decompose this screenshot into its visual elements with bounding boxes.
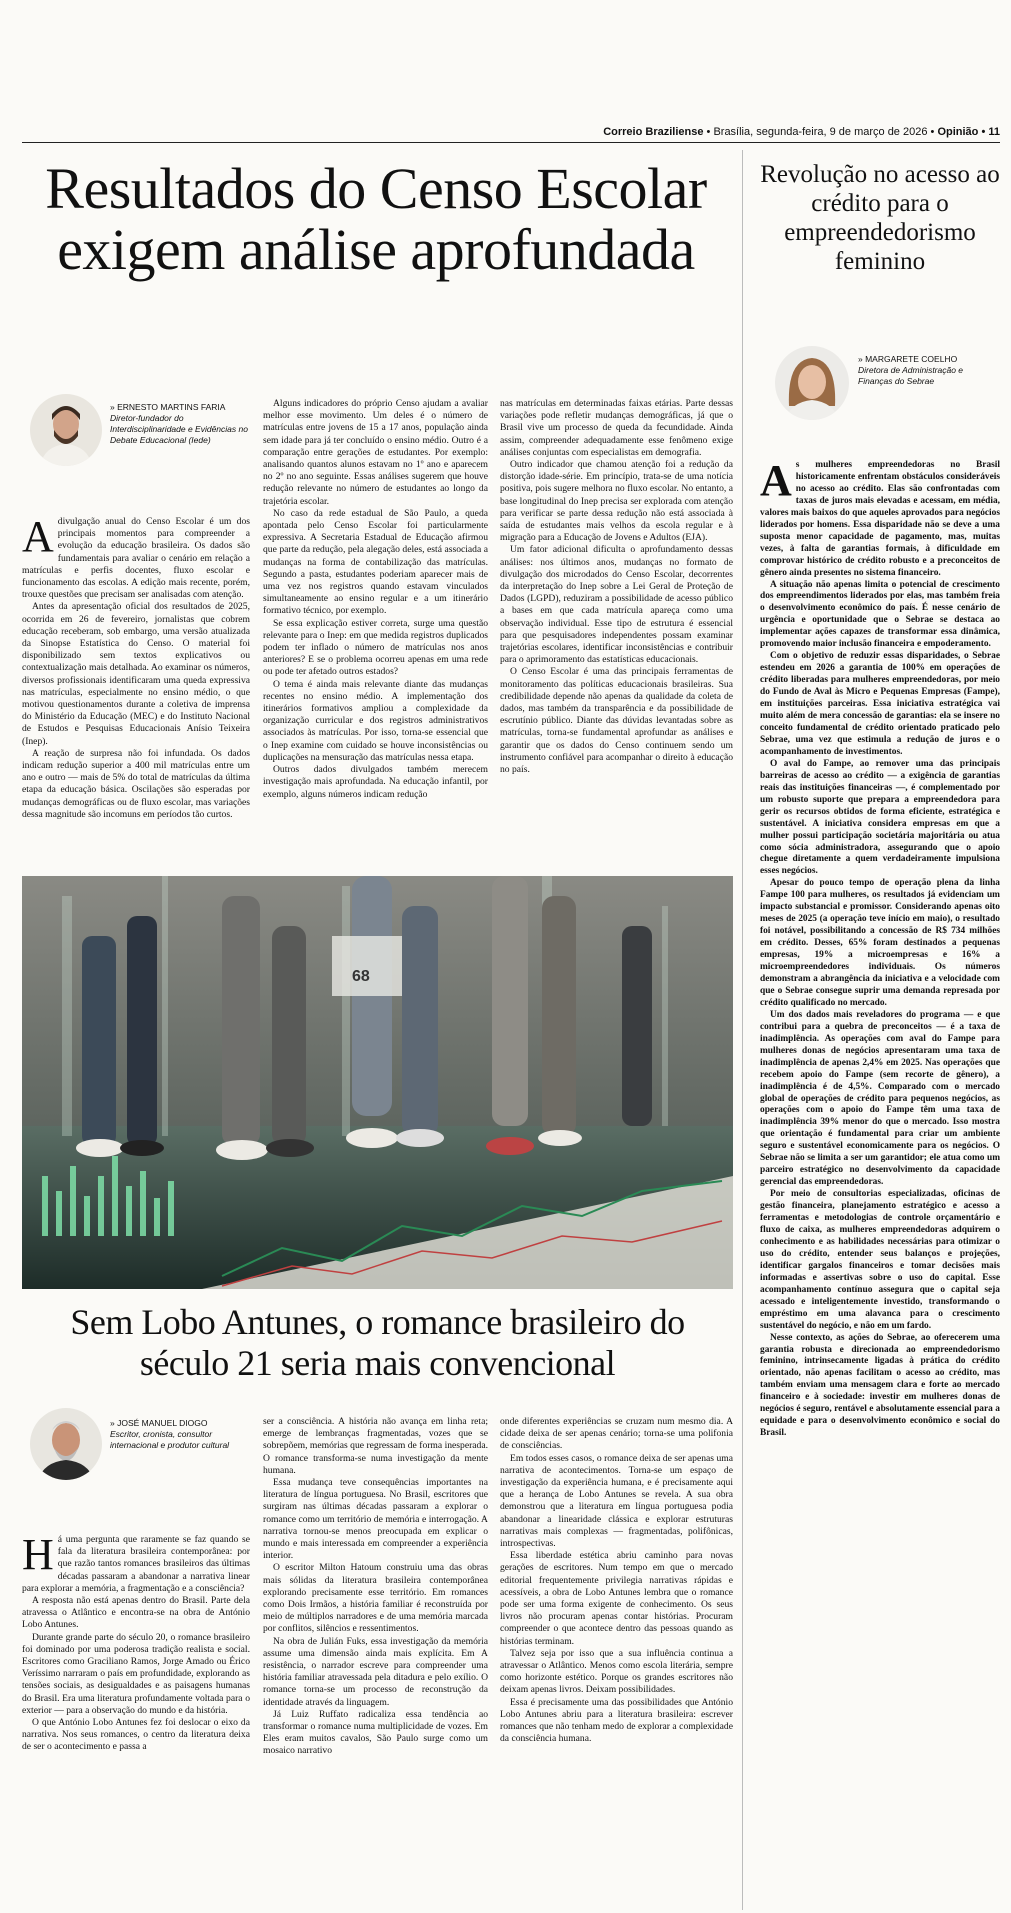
article1-column-1 xyxy=(22,512,250,821)
person-icon xyxy=(30,394,102,466)
drop-cap: H xyxy=(22,1530,54,1579)
paragraph: O Censo Escolar é uma das principais ferramentas de monitoramento das políticas educacionais brasileiras. Sua credibilidade depende não apenas da qualidade da coleta de dados, mas também da transparência e da possibilidade de escrutínio público. Diante das dúvidas levantadas sobre as matrículas, torna-se fundamental aprofundar as análises e garantir que os dados do Censo continuem sendo um instrumento confiável para acompanhar o direito à educação no país. xyxy=(500,666,733,776)
paragraph: onde diferentes experiências se cruzam num mesmo dia. A cidade deixa de ser apenas cenário; torna-se uma polifonia de consciências. xyxy=(500,1416,733,1452)
paragraph: Em todos esses casos, o romance deixa de ser apenas uma narrativa de acontecimentos. Torna-se um espaço de investigação da experiência humana, e é precisamente aqui que a herança de Lobo Antunes se revela. A sua obra demonstrou que a literatura em língua portuguesa podia abandonar a linearidade clássica e explorar estruturas narrativas mais complexas — fragmentadas, polifônicas, introspectivas. xyxy=(500,1452,733,1550)
article2-headline: Sem Lobo Antunes, o romance brasileiro do século 21 seria mais convencional xyxy=(70,1302,685,1383)
paragraph: á uma pergunta que raramente se faz quando se fala da literatura brasileira contemporânea: por que razão tantos romances brasileiros das últimas décadas passaram a abandonar a narrativa linear para explorar a memória, a fragmentação e a consciência? xyxy=(22,1534,250,1594)
shirt-number: 68 xyxy=(352,968,370,985)
article-photo xyxy=(22,876,733,1289)
author-role: Diretora de Administração e Finanças do Sebrae xyxy=(858,365,964,386)
drop-cap: A xyxy=(760,456,792,505)
article2-column-2 xyxy=(263,1416,488,1758)
walking-students-image xyxy=(22,876,733,1289)
article2-column-1 xyxy=(22,1530,250,1754)
person-icon xyxy=(775,346,849,420)
paragraph: A reação de surpresa não foi infundada. Os dados indicam redução superior a 400 mil matrículas entre um ano e outro — mais de 5% do total de matrículas da última etapa da educação básica. Oscilações são esperadas por mudanças demográficas ou de fluxo escolar, mas variações dessa magnitude são incomuns em períodos tão curtos. xyxy=(22,747,250,820)
author-photo-margarete xyxy=(775,346,849,420)
paragraph: Um dos dados mais reveladores do programa — e que contribui para a quebra de preconceitos — é a taxa de inadimplência. As operações com aval do Fampe para mulheres donas de negócios apresentaram uma taxa de inadimplência de apenas 2,4% em 2025. Nas operações que recebem apoio do Fampe (sem recorte de gênero), a inadimplência é de 4,5%. Comparado com o mercado global de operações de crédito para pequenos negócios, as operações com o apoio do Fampe têm uma taxa de inadimplência 39% menor do que o mercado. Isso mostra que orientação é fundamental para criar um ambiente seguro e sustentável economicamente para os negócios. O Sebrae não se limita a ser um garantidor; ele atua como um parceiro estratégico no desenvolvimento da capacidade gerencial das empreendedoras. xyxy=(760,1009,1000,1188)
paragraph: O aval do Fampe, ao remover uma das principais barreiras de acesso ao crédito — a exigência de garantias reais das instituições financeiras —, é complementado por um robusto suporte que prepara a empreendedora para gerir os recursos obtidos de forma eficiente, estratégica e sustentável. A iniciativa considera empresas em que a mulher possui participação societária majoritária ou atua como sócia administradora, assegurando que o apoio chegue diretamente a quem verdadeiramente impulsiona esses negócios. xyxy=(760,758,1000,877)
article1-headline: Resultados do Censo Escolar exigem análise aprofundada xyxy=(45,156,707,282)
paragraph: divulgação anual do Censo Escolar é um dos principais momentos para compreender a evolução da educação brasileira. Os dados são fundamentais para avaliar o cenário em relação a matrículas e perfis docentes, fluxo escolar e funcionamento das escolas. A edição mais recente, porém, trouxe questões que precisam ser analisadas com atenção. xyxy=(22,516,250,601)
sidebar-headline: Revolução no acesso ao crédito para o empreendedorismo feminino xyxy=(760,161,1000,275)
column-divider xyxy=(742,150,743,1910)
author-role: Escritor, cronista, consultor internacional e produtor cultural xyxy=(110,1429,230,1450)
newspaper-name: Correio Braziliense xyxy=(603,126,704,138)
author-role: Diretor-fundador do Interdisciplinaridade e Evidências no Debate Educacional (Iede) xyxy=(110,413,248,445)
person-icon xyxy=(30,1408,102,1480)
paragraph: Se essa explicação estiver correta, surge uma questão relevante para o Inep: em que medida registros duplicados podem ter inflado o número de matrículas nos anos anteriores? E se o problema ocorreu apenas em uma rede ou pode ter afetado outros estados? xyxy=(263,617,488,678)
author-name: » MARGARETE COELHO xyxy=(858,354,958,364)
page-number: • 11 xyxy=(981,126,1000,138)
paragraph: Essa mudança teve consequências importantes na literatura de língua portuguesa. No Brasil, escritores que surgiram nas últimas décadas passaram a explorar o romance como um território de memória e interrogação. A narrativa tornou-se menos preocupada em explicar o mundo e mais interessada em compreender a experiência interior. xyxy=(263,1477,488,1562)
paragraph: Essa liberdade estética abriu caminho para novas gerações de escritores. Num tempo em que o mercado editorial frequentemente privilegia narrativas rápidas e acessíveis, a obra de Lobo Antunes lembra que o romance pode ser uma forma exigente de conhecimento. Os seus livros não procuram apenas contar histórias. Procuram compreender o que acontece dentro das pessoas quando as histórias terminam. xyxy=(500,1550,733,1647)
author-photo-ernesto xyxy=(30,394,102,466)
dateline: • Brasília, segunda-feira, 9 de março de 2026 • xyxy=(706,126,935,138)
paragraph: Apesar do pouco tempo de operação plena da linha Fampe 100 para mulheres, os resultados já evidenciam um impacto substancial e promissor. Considerando apenas oito meses de 2025 (a operação teve início em maio), o resultado foi notável, possibilitando a concessão de R$ 734 milhões em crédito. Desses, 65% foram destinados a pequenas empresas, 19% a microempresas e 16% a microempreendedores individuais. Os números demonstram a abrangência da iniciativa e a velocidade com que o Sebrae consegue suprir uma demanda represada por crédito qualificado no mercado. xyxy=(760,878,1000,1008)
header-rule xyxy=(22,142,1000,143)
author-name: » ERNESTO MARTINS FARIA xyxy=(110,402,226,412)
paragraph: Por meio de consultorias especializadas, oficinas de gestão financeira, planejamento estratégico e acesso a ferramentas e metodologias de controle orçamentário e fluxo de caixa, as mulheres empreendedoras adquirem o conhecimento e as habilidades necessárias para otimizar o uso do crédito, entender seus balanços e projeções, identificar gargalos financeiros e tomar decisões mais informadas e assertivas sobre o uso do capital. Esse acompanhamento contínuo assegura que o capital seja acessado e inteligentemente investido, transformando o empréstimo em uma alavanca para o crescimento sustentável do negócio, e não em um fardo. xyxy=(760,1189,1000,1331)
author-name: » JOSÉ MANUEL DIOGO xyxy=(110,1418,208,1428)
section-name: Opinião xyxy=(937,126,979,138)
paragraph: Talvez seja por isso que a sua influência continua a atravessar o Atlântico. Menos como escola literária, sempre como horizonte estético. Porque os grandes escritores não deixam apenas livros. Deixam possibilidades. xyxy=(500,1647,733,1696)
sidebar-column xyxy=(760,456,1000,1440)
paragraph: Na obra de Julián Fuks, essa investigação da memória assume uma dimensão ainda mais explícita. Em A resistência, o narrador escreve para compreender uma história familiar atravessada pela ditadura e pelo exílio. O romance torna-se um processo de reconstrução da identidade através da linguagem. xyxy=(263,1635,488,1708)
paragraph: O tema é ainda mais relevante diante das mudanças recentes no ensino médio. A implementação dos itinerários formativos ampliou a complexidade da organização curricular e dos registros administrativos associados às matrículas. Por isso, torna-se essencial que o Inep examine com cuidado se houve inconsistências ou duplicações na mensuração das matrículas nessa etapa. xyxy=(263,678,488,763)
article1-column-2 xyxy=(263,398,488,801)
drop-cap: A xyxy=(22,512,54,561)
sidebar-byline xyxy=(858,354,998,387)
paragraph: nas matrículas em determinadas faixas etárias. Parte dessas variações pode refletir mudanças demográficas, já que o Brasil vive um processo de queda da fecundidade. Ainda assim, compreender adequadamente esse fenômeno exige análises conjuntas com especialistas em demografia. xyxy=(500,398,733,458)
article1-column-3 xyxy=(500,398,733,776)
paragraph: Já Luiz Ruffato radicaliza essa tendência ao transformar o romance numa multiplicidade de vozes. Em Eles eram muitos cavalos, São Paulo surge como um mosaico narrativo xyxy=(263,1708,488,1757)
paragraph: A situação não apenas limita o potencial de crescimento dos empreendimentos liderados por elas, mas também freia o desenvolvimento econômico do país. É nesse cenário de urgência e oportunidade que o Sebrae se destaca ao implementar ações capazes de transformar essa dinâmica, promovendo maior inclusão financeira e empoderamento. xyxy=(760,579,1000,650)
paragraph: O escritor Milton Hatoum construiu uma das obras mais sólidas da literatura brasileira contemporânea explorando precisamente esse território. Em romances como Dois Irmãos, a história familiar é reconstruída por meio de múltiplos narradores e de uma memória marcada por conflitos, silêncios e ressentimentos. xyxy=(263,1562,488,1635)
paragraph: s mulheres empreendedoras no Brasil historicamente enfrentam obstáculos consideráveis no acesso ao crédito. Elas são confrontadas com taxas de juros mais elevadas e acessam, em média, valores mais baixos do que aqueles aprovados para negócios liderados por homens. Essa disparidade não se deve a uma suposta menor capacidade de pagamento, mas, muitas vezes, à falta de garantias formais, à dificuldade em comprovar histórico de crédito robusto e a preconceitos de gênero ainda presentes no sistema financeiro. xyxy=(760,460,1000,578)
paragraph: ser a consciência. A história não avança em linha reta; emerge de lembranças fragmentadas, vozes que se sobrepõem, memórias que regressam de forma inesperada. O romance transforma-se numa investigação da mente humana. xyxy=(263,1416,488,1476)
paragraph: Antes da apresentação oficial dos resultados de 2025, ocorrida em 26 de fevereiro, jornalistas que cobrem educação receberam, sob embargo, uma versão atualizada da Sinopse Estatística do Censo. O material foi disponibilizado sem textos explicativos ou contextualização mais detalhada. Ao examinar os números, diversos profissionais identificaram uma queda expressiva nas matrículas, especialmente no ensino médio, o que motivou questionamentos durante a coletiva de imprensa do Ministério da Educação (MEC) e do Instituto Nacional de Estudos e Pesquisas Educacionais Anísio Teixeira (Inep). xyxy=(22,601,250,747)
paragraph: Essa é precisamente uma das possibilidades que António Lobo Antunes abriu para a literatura brasileira: escrever romances que não tenham medo de explorar a complexidade da consciência humana. xyxy=(500,1696,733,1745)
article1-byline xyxy=(110,402,250,446)
article2-column-3 xyxy=(500,1416,733,1745)
paragraph: Outro indicador que chamou atenção foi a redução da distorção idade-série. Em princípio, trata-se de uma notícia positiva, pois sugere melhora no fluxo escolar. No entanto, a base longitudinal do Inep precisa ser explorada com atenção para verificar se parte dessa redução não está associada à saída de estudantes mais velhos da escola regular e à migração para a Educação de Jovens e Adultos (EJA). xyxy=(500,459,733,544)
paragraph: Outros dados divulgados também merecem investigação mais aprofundada. Na educação infantil, por exemplo, alguns números indicam redução xyxy=(263,764,488,800)
paragraph: Nesse contexto, as ações do Sebrae, ao oferecerem uma garantia robusta e direcionada ao empreendedorismo feminino, intrinsecamente ligadas à prática do crédito orientado, não apenas facilitam o acesso ao crédito, mas também enviam uma mensagem clara e forte ao mercado financeiro e à sociedade: investir em mulheres donas de negócios é seguro, rentável e absolutamente essencial para a equidade e para o desenvolvimento econômico e social do Brasil. xyxy=(760,1332,1000,1439)
page-header xyxy=(0,126,1000,138)
paragraph: Durante grande parte do século 20, o romance brasileiro foi dominado por uma poderosa tradição realista e social. Escritores como Graciliano Ramos, Jorge Amado ou Érico Veríssimo narraram o país em profundidade, explorando as tensões sociais, as desigualdades e as paisagens humanas do Brasil. Era uma literatura profundamente voltada para o exterior — para a observação do mundo e da história. xyxy=(22,1631,250,1716)
paragraph: Alguns indicadores do próprio Censo ajudam a avaliar melhor esse movimento. Um deles é o número de matrículas entre jovens de 15 a 17 anos, população ainda sem idade para já ter concluído o ensino médio. Outro é a comparação entre gerações de estudantes. Por exemplo: analisando quantos alunos estavam no 1º ano e aparecem no 2º no ano seguinte. Essas análises sugerem que houve redução relevante no número de estudantes ao longo da trajetória escolar. xyxy=(263,398,488,507)
paragraph: A resposta não está apenas dentro do Brasil. Parte dela atravessa o Atlântico e encontra-se na obra de António Lobo Antunes. xyxy=(22,1595,250,1631)
article2-byline xyxy=(110,1418,250,1451)
paragraph: No caso da rede estadual de São Paulo, a queda apontada pelo Censo Escolar foi particularmente expressiva. A Secretaria Estadual de Educação afirmou que parte da redução, pela alegação deles, está associada a mudanças na forma de contabilização das matrículas. Segundo a pasta, estudantes poderiam aparecer mais de uma vez nos registros quando estavam vinculados simultaneamente ao ensino regular e a um itinerário formativo técnico, por exemplo. xyxy=(263,507,488,617)
paragraph: Com o objetivo de reduzir essas disparidades, o Sebrae estendeu em 2026 a garantia de 100% em operações de crédito liberadas para mulheres empreendedoras, por meio do Fundo de Aval às Micro e Pequenas Empresas (Fampe), em instituições parceiras. Essa iniciativa estratégica vai muito além de mera concessão de garantias: ela se insere no conceito fundamental de crédito orientado praticado pelo Sebrae, uma vez que estimula a redução de juros e o acompanhamento de investimentos. xyxy=(760,651,1000,757)
paragraph: O que António Lobo Antunes fez foi deslocar o eixo da narrativa. Nos seus romances, o centro da literatura deixa de ser o acontecimento e passa a xyxy=(22,1717,250,1753)
paragraph: Um fator adicional dificulta o aprofundamento dessas análises: nos últimos anos, mudanças no formato de divulgação dos microdados do Censo Escolar, decorrentes da interpretação do Inep sobre a Lei Geral de Proteção de Dados (LGPD), reduziram a possibilidade de acesso público a bases em que cada matrícula apareça como uma observação individual. Esse tipo de estrutura é essencial para que pesquisadores independentes possam examinar trajetórias escolares, identificar inconsistências e contribuir para o aprimoramento das estatísticas educacionais. xyxy=(500,544,733,666)
author-photo-jose xyxy=(30,1408,102,1480)
